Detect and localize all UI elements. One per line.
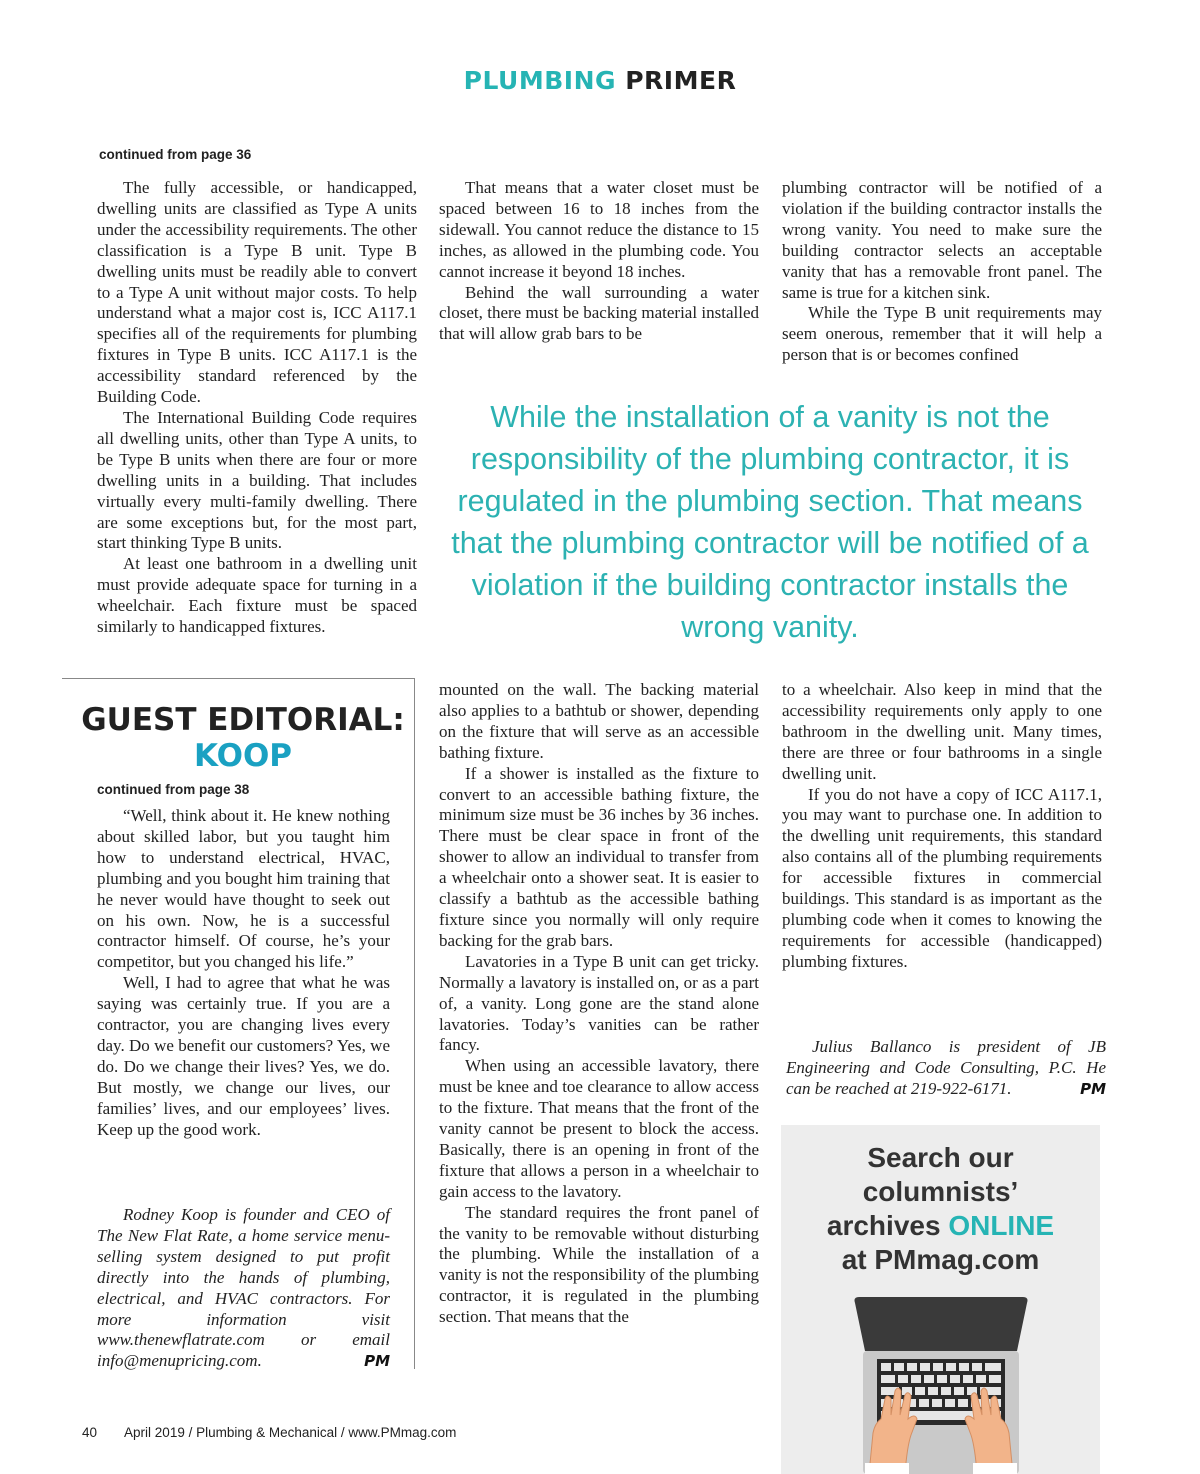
ad-line1: Search our bbox=[867, 1142, 1014, 1173]
primer-col2-para: If a shower is installed as the fixture to convert to an accessible bathing fixture, the minimum size must be 36 inches by 36 inches. There must be clear space in front of the shower to allow an individual to transfer from a wheelchair onto a shower seat. It is easier to classify a bathtub as the accessible bathing fixture since you normally will only require backing for the grab bars. bbox=[439, 763, 759, 950]
editorial-continued-note: continued from page 38 bbox=[97, 782, 250, 797]
primer-col1-para: The International Building Code requires all dwelling units, other than Type A units, to be Type B units when there are four or more dwelling units in a building. That includes virtually every multi-family dwelling. There are some exceptions but, for the most part, start thinking Type B units. bbox=[97, 407, 417, 553]
header-word-plumbing: PLUMBING bbox=[463, 66, 617, 95]
primer-col3-para: While the Type B unit requirements may seem onerous, remember that it will help a person that is or becomes confined bbox=[782, 303, 1102, 365]
editorial-bio-text: Rodney Koop is founder and CEO of The New Flat Rate, a home service menu-selling system designed to put profit directly into the hands of plumbing, electrical, and HVAC contractors. For more information visit www.thenewflatrate.com or email info@menupricing.com. bbox=[97, 1205, 390, 1371]
ad-text bbox=[781, 1141, 1100, 1277]
primer-col2-para: The standard requires the front panel of the vanity to be removable without disturbing the plumbing. While the installation of a vanity is not the responsibility of the plumbing contractor, it is regulated in the plumbing section. That means that the bbox=[439, 1202, 759, 1327]
editorial-para: “Well, think about it. He knew nothing about skilled labor, but you taught him how to understand electrical, HVAC, plumbing and you bought him training that he never would have thought to seek out on his own. Now, he is a successful contractor himself. Of course, he’s your competitor, but you changed his life.” bbox=[97, 806, 390, 972]
primer-col1-para: The fully accessible, or handicapped, dwelling units are classified as Type A units under the accessibility requirements. The other classification is a Type B unit. Type B dwelling units must be readily able to convert to a Type A unit without major costs. To help understand what a major cost is, ICC A117.1 specifies all of the requirements for plumbing fixtures in Type B units. ICC A117.1 is the accessibility standard referenced by the Building Code. bbox=[97, 178, 417, 407]
primer-col2-para: When using an accessible lavatory, there must be knee and toe clearance to allow access to the fixture. That means that the front of the vanity cannot be present to block the access. Basically, there is an opening in front of the fixture that allows a person in a wheelchair to gain access to the lavatory. bbox=[439, 1056, 759, 1201]
editorial-title-line2: KOOP bbox=[193, 738, 293, 774]
ad-line3 bbox=[781, 1209, 1100, 1243]
editorial-title-line1: GUEST EDITORIAL: bbox=[81, 702, 405, 738]
ad-archives-word: archives bbox=[826, 1210, 941, 1241]
primer-column-3-bottom bbox=[782, 680, 1102, 973]
page-number: 40 bbox=[82, 1425, 98, 1440]
primer-column-2-bottom bbox=[439, 680, 759, 1328]
pull-quote: While the installation of a vanity is not the responsibility of the plumbing contractor, it is regulated in the plumbing section. That means that the plumbing contractor will be notified of a violation if the building contractor installs the wrong vanity. bbox=[451, 400, 1089, 644]
primer-col1-para: At least one bathroom in a dwelling unit must provide adequate space for turning in a wheelchair. Each fixture must be spaced similarly to handicapped fixtures. bbox=[97, 554, 417, 637]
primer-column-1 bbox=[97, 178, 417, 638]
ad-line4: at PMmag.com bbox=[841, 1244, 1040, 1275]
page-footer bbox=[82, 1425, 456, 1440]
editorial-author-bio bbox=[97, 1205, 390, 1372]
laptop-typing-icon bbox=[851, 1295, 1031, 1474]
primer-author-bio bbox=[786, 1037, 1106, 1100]
primer-col2-para: Behind the wall surrounding a water closet, there must be backing material installed that will allow grab bars to be bbox=[439, 282, 759, 344]
pm-end-mark: PM bbox=[364, 1352, 390, 1371]
primer-bio-text: Julius Ballanco is president of JB Engineering and Code Consulting, P.C. He can be reached at 219-922-6171. bbox=[786, 1037, 1106, 1098]
editorial-para: Well, I had to agree that what he was saying was certainly true. If you are a contractor, you are changing lives every day. Do we benefit our customers? Yes, we do. Do we change their lives? Yes, we do. But mostly, we change our lives, our families’ lives, and our employees’ lives. Keep up the good work. bbox=[97, 973, 390, 1139]
archives-ad[interactable] bbox=[781, 1125, 1100, 1474]
footer-publication: April 2019 / Plumbing & Mechanical / www.PMmag.com bbox=[124, 1425, 457, 1440]
header-word-primer: PRIMER bbox=[625, 66, 737, 95]
primer-col3-para: If you do not have a copy of ICC A117.1, you may want to purchase one. In addition to the dwelling unit requirements, this standard also contains all of the plumbing requirements for accessible fixtures in commercial buildings. This standard is as important as the plumbing code when it comes to knowing the requirements for accessible (handicapped) plumbing fixtures. bbox=[782, 784, 1102, 971]
primer-column-2-top bbox=[439, 178, 759, 345]
section-header bbox=[0, 66, 1200, 95]
primer-col3-para: plumbing contractor will be notified of a violation if the building contractor installs the wrong vanity. You need to make sure the building contractor selects an acceptable vanity that has a removable front panel. The same is true for a kitchen sink. bbox=[782, 178, 1102, 302]
pm-end-mark: PM bbox=[1080, 1079, 1106, 1098]
primer-continued-note: continued from page 36 bbox=[99, 147, 252, 162]
primer-column-3-top bbox=[782, 178, 1102, 366]
ad-line2: columnists’ bbox=[862, 1176, 1019, 1207]
ad-online-word: ONLINE bbox=[948, 1210, 1055, 1241]
primer-col3-para: to a wheelchair. Also keep in mind that the accessibility requirements only apply to one bathroom in the dwelling unit. Many times, there are three or four bathrooms in a single dwelling unit. bbox=[782, 680, 1102, 783]
guest-editorial-title bbox=[62, 702, 424, 774]
primer-col2-para: Lavatories in a Type B unit can get tricky. Normally a lavatory is installed on, or as a part of, a vanity. Long gone are the stand alone lavatories. Today’s vanities can be rather fancy. bbox=[439, 951, 759, 1055]
primer-col2-para: mounted on the wall. The backing material also applies to a bathtub or shower, depending on the fixture that will serve as an accessible bathing fixture. bbox=[439, 680, 759, 762]
editorial-column bbox=[97, 806, 390, 1141]
primer-col2-para: That means that a water closet must be spaced between 16 to 18 inches from the sidewall. You cannot reduce the distance to 15 inches, as allowed in the plumbing code. You cannot increase it beyond 18 inches. bbox=[439, 178, 759, 281]
